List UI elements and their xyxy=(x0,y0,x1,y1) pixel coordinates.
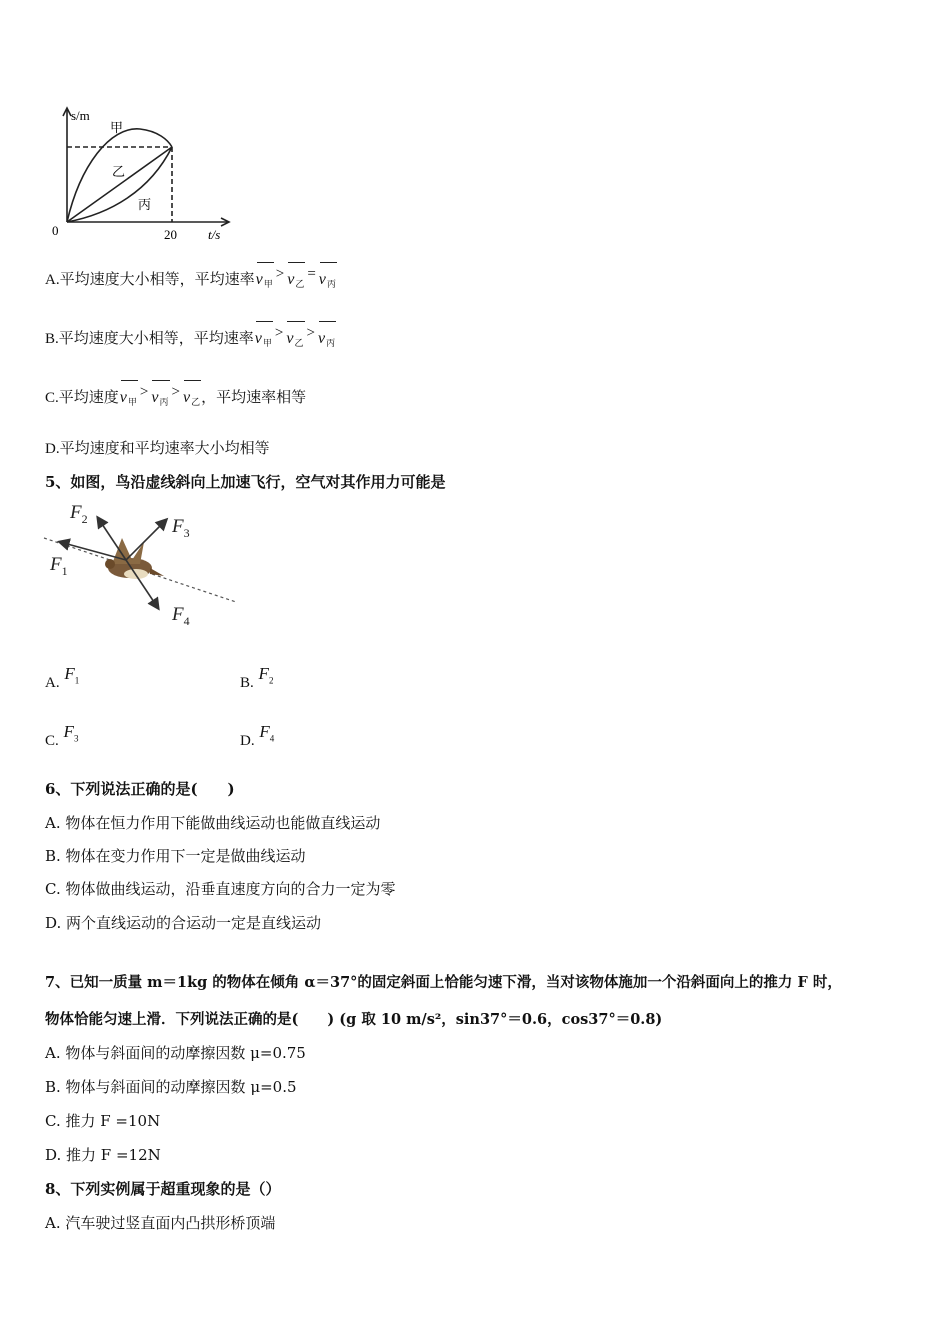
q6-option-c[interactable]: C. 物体做曲线运动，沿垂直速度方向的合力一定为零 xyxy=(45,880,396,898)
q7-option-a[interactable]: A. 物体与斜面间的动摩擦因数 μ=0.75 xyxy=(45,1044,306,1062)
q7-stem-line2: 物体恰能匀速上滑．下列说法正确的是( ) (g 取 10 m/s²，sin37°＝0.6，cos37°＝0.8) xyxy=(45,1011,663,1028)
q4-option-b[interactable]: B.平均速度大小相等，平均速率 $v_甲>$ $v_乙>$ $v_丙$ xyxy=(45,327,336,349)
v-symbol: $v_丙$ xyxy=(319,271,336,290)
v-symbol: $v_乙$ xyxy=(183,389,200,408)
q8-option-a[interactable]: A. 汽车驶过竖直面内凸拱形桥顶端 xyxy=(45,1214,276,1232)
q6-stem: 6、下列说法正确的是( ) xyxy=(45,780,235,798)
q5-option-d[interactable]: D. $F_4$ xyxy=(240,722,275,749)
q7-stem-line1: 7、已知一质量 m＝1kg 的物体在倾角 α＝37°的固定斜面上恰能匀速下滑，当对该物体施加一个沿斜面向上的推力 F 时， xyxy=(45,974,842,991)
origin-label: 0 xyxy=(52,223,59,238)
v-symbol: $v_甲$ xyxy=(256,271,273,290)
v-symbol: $v_乙$ xyxy=(287,271,304,290)
v-symbol: $v_丙$ xyxy=(151,389,168,408)
y-axis-label: s/m xyxy=(71,108,90,123)
v-symbol: $v_甲$ xyxy=(255,330,272,349)
q5-option-b[interactable]: B. $F_2$ xyxy=(240,664,274,691)
f1-label: $F_1$ xyxy=(50,554,68,578)
q4-option-c[interactable]: C.平均速度 $v_甲>$ $v_丙>$ $v_乙$，平均速率相等 xyxy=(45,386,306,408)
x-tick-20: 20 xyxy=(164,227,177,242)
f3-label: $F_3$ xyxy=(172,516,190,540)
q7-option-c[interactable]: C. 推力 F =10N xyxy=(45,1112,161,1130)
bird-force-diagram xyxy=(40,498,250,633)
q5-option-c[interactable]: C. $F_3$ xyxy=(45,722,79,749)
curve-label-yi: 乙 xyxy=(112,165,126,180)
curve-label-jia: 甲 xyxy=(110,121,124,136)
v-symbol: $v_乙$ xyxy=(286,330,303,349)
q6-option-a[interactable]: A. 物体在恒力作用下能做曲线运动也能做直线运动 xyxy=(45,814,381,832)
v-symbol: $v_丙$ xyxy=(318,330,335,349)
q7-option-b[interactable]: B. 物体与斜面间的动摩擦因数 μ=0.5 xyxy=(45,1078,297,1096)
curve-label-bing: 丙 xyxy=(138,198,152,213)
v-symbol: $v_甲$ xyxy=(120,389,137,408)
q8-stem: 8、下列实例属于超重现象的是（） xyxy=(45,1180,281,1198)
f4-label: $F_4$ xyxy=(172,604,190,628)
f2-label: $F_2$ xyxy=(70,502,88,526)
q4-option-d[interactable]: D.平均速度和平均速率大小均相等 xyxy=(45,439,270,457)
q5-stem: 5、如图，鸟沿虚线斜向上加速飞行，空气对其作用力可能是 xyxy=(45,473,446,491)
st-graph xyxy=(40,96,240,246)
q7-option-d[interactable]: D. 推力 F =12N xyxy=(45,1146,161,1164)
q4-option-a[interactable]: A.平均速度大小相等，平均速率 $v_甲>$ $v_乙=$ $v_丙$ xyxy=(45,268,337,290)
q6-option-b[interactable]: B. 物体在变力作用下一定是做曲线运动 xyxy=(45,847,306,865)
x-axis-label: t/s xyxy=(208,227,221,242)
force-arrow-f3 xyxy=(126,520,166,560)
q6-option-d[interactable]: D. 两个直线运动的合运动一定是直线运动 xyxy=(45,914,322,932)
q5-option-a[interactable]: A. $F_1$ xyxy=(45,664,80,691)
